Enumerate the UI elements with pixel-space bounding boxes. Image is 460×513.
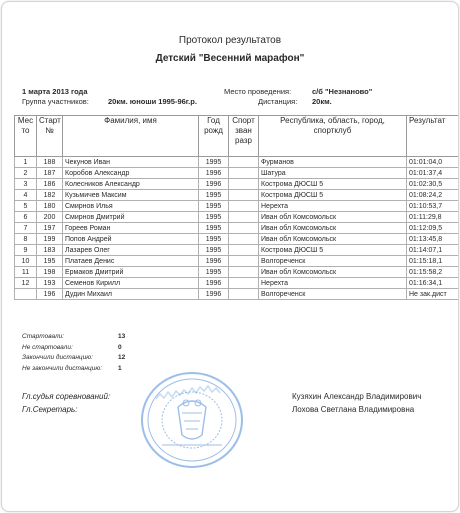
stat-not-started: [22, 343, 122, 355]
cell-place: 6: [15, 212, 37, 223]
stat-label: Не закончили дистанцию:: [22, 364, 103, 372]
cell-name: Семенов Кирилл: [63, 278, 199, 289]
stat-label: Закончили дистанцию:: [22, 354, 93, 361]
cell-result: 01:13:45,8: [407, 234, 460, 245]
cell-rank: [229, 267, 259, 278]
cell-start-number: 196: [37, 289, 63, 300]
stat-value: 12: [118, 354, 126, 361]
cell-rank: [229, 223, 259, 234]
cell-start-number: 180: [37, 201, 63, 212]
chief-judge-name: Кузяхин Александр Владимирович: [292, 392, 422, 401]
col-place: Мес то: [15, 116, 37, 157]
col-birth-year: Год рожд: [199, 116, 229, 157]
cell-name: Гореев Роман: [63, 223, 199, 234]
stats-block: [22, 333, 126, 375]
cell-start-number: 182: [37, 190, 63, 201]
cell-birth-year: 1996: [199, 278, 229, 289]
stat-value: 0: [118, 343, 122, 351]
cell-name: Дудин Михаил: [63, 289, 199, 300]
venue-value: с/б "Незнаново": [312, 87, 373, 96]
table-row: [15, 201, 460, 212]
cell-place: 4: [15, 190, 37, 201]
table-row: [15, 157, 460, 168]
stat-label: Стартовали:: [22, 333, 65, 340]
cell-place: 1: [15, 157, 37, 168]
cell-birth-year: 1996: [199, 289, 229, 300]
cell-name: Кузьмичев Максим: [63, 190, 199, 201]
cell-name: Ермаков Дмитрий: [63, 267, 199, 278]
results-protocol: [2, 2, 458, 511]
venue-label: Место проведения:: [224, 87, 292, 96]
cell-name: Коробов Александр: [63, 168, 199, 179]
cell-region: Иван обл Комсомольск: [259, 267, 407, 278]
cell-place: [15, 289, 37, 300]
cell-birth-year: 1996: [199, 179, 229, 190]
stat-label: Не стартовали:: [22, 343, 73, 351]
cell-name: Смирнов Дмитрий: [63, 212, 199, 223]
table-row: [15, 190, 460, 201]
chief-secretary-name: Лохова Светлана Владимировна: [292, 405, 415, 414]
cell-result: 01:02:30,5: [407, 179, 460, 190]
table-row: [15, 278, 460, 289]
cell-region: Кострома ДЮСШ 5: [259, 179, 407, 190]
cell-result: 01:12:09,5: [407, 223, 460, 234]
cell-place: 7: [15, 223, 37, 234]
cell-rank: [229, 157, 259, 168]
cell-birth-year: 1995: [199, 190, 229, 201]
col-region: Республика, область, город, спортклуб: [259, 116, 407, 157]
col-rank: Спорт зван разр: [229, 116, 259, 157]
cell-birth-year: 1995: [199, 267, 229, 278]
table-header-row: [15, 116, 460, 157]
cell-region: Шатура: [259, 168, 407, 179]
cell-region: Волгореченск: [259, 289, 407, 300]
cell-rank: [229, 245, 259, 256]
cell-name: Колесников Александр: [63, 179, 199, 190]
cell-place: 3: [15, 179, 37, 190]
cell-place: 12: [15, 278, 37, 289]
cell-rank: [229, 234, 259, 245]
table-row: [15, 267, 460, 278]
col-name: Фамилия, имя: [63, 116, 199, 157]
cell-start-number: 199: [37, 234, 63, 245]
cell-rank: [229, 289, 259, 300]
cell-region: Иван обл Комсомольск: [259, 234, 407, 245]
cell-region: Нерехта: [259, 201, 407, 212]
cell-region: Иван обл Комсомольск: [259, 212, 407, 223]
cell-start-number: 197: [37, 223, 63, 234]
group-value: 20км. юноши 1995-96г.р.: [108, 97, 197, 106]
group-label: Группа участников:: [22, 97, 89, 106]
cell-start-number: 195: [37, 256, 63, 267]
cell-region: Кострома ДЮСШ 5: [259, 190, 407, 201]
cell-result: 01:10:53,7: [407, 201, 460, 212]
cell-rank: [229, 201, 259, 212]
cell-place: 9: [15, 245, 37, 256]
col-start-number: Старт №: [37, 116, 63, 157]
cell-birth-year: 1995: [199, 212, 229, 223]
cell-start-number: 198: [37, 267, 63, 278]
cell-birth-year: 1996: [199, 256, 229, 267]
cell-birth-year: 1995: [199, 223, 229, 234]
cell-result: 01:15:18,1: [407, 256, 460, 267]
cell-start-number: 186: [37, 179, 63, 190]
cell-region: Фурманов: [259, 157, 407, 168]
cell-region: Кострома ДЮСШ 5: [259, 245, 407, 256]
cell-rank: [229, 256, 259, 267]
cell-start-number: 188: [37, 157, 63, 168]
chief-judge-label: Гл.судья соревнований:: [22, 392, 111, 401]
cell-birth-year: 1996: [199, 168, 229, 179]
cell-rank: [229, 179, 259, 190]
cell-result: 01:08:24,2: [407, 190, 460, 201]
event-date: 1 марта 2013 года: [22, 87, 88, 96]
cell-start-number: 187: [37, 168, 63, 179]
cell-name: Попов Андрей: [63, 234, 199, 245]
cell-start-number: 193: [37, 278, 63, 289]
document-title: Протокол результатов: [178, 35, 282, 46]
cell-result: 01:01:04,0: [407, 157, 460, 168]
cell-result: 01:11:29,8: [407, 212, 460, 223]
cell-result: Не зак.дист: [407, 289, 460, 300]
cell-birth-year: 1995: [199, 245, 229, 256]
official-stamp-icon: [138, 369, 246, 471]
table-row: [15, 256, 460, 267]
cell-birth-year: 1995: [199, 157, 229, 168]
cell-birth-year: 1995: [199, 234, 229, 245]
cell-start-number: 200: [37, 212, 63, 223]
stat-value: 1: [118, 364, 122, 372]
stat-value: 13: [118, 333, 126, 340]
stat-finished: [22, 354, 126, 365]
event-title: Детский "Весенний марафон": [155, 53, 305, 64]
cell-rank: [229, 278, 259, 289]
cell-result: 01:16:34,1: [407, 278, 460, 289]
cell-result: 01:01:37,4: [407, 168, 460, 179]
distance-value: 20км.: [312, 97, 332, 106]
col-result: Результат: [407, 116, 460, 157]
cell-place: 5: [15, 201, 37, 212]
cell-name: Чекунов Иван: [63, 157, 199, 168]
cell-region: Нерехта: [259, 278, 407, 289]
document-frame: [1, 1, 459, 512]
cell-result: 01:15:58,2: [407, 267, 460, 278]
table-row: [15, 289, 460, 300]
cell-region: Иван обл Комсомольск: [259, 223, 407, 234]
cell-place: 2: [15, 168, 37, 179]
table-row: [15, 168, 460, 179]
stat-started: [22, 333, 126, 344]
cell-rank: [229, 168, 259, 179]
distance-label: Дистанция:: [258, 97, 298, 106]
table-row: [15, 223, 460, 234]
stat-not-finished: [22, 364, 122, 376]
table-row: [15, 179, 460, 190]
cell-rank: [229, 190, 259, 201]
cell-region: Волгореченск: [259, 256, 407, 267]
cell-start-number: 183: [37, 245, 63, 256]
cell-place: 10: [15, 256, 37, 267]
cell-name: Смирнов Илья: [63, 201, 199, 212]
cell-birth-year: 1995: [199, 201, 229, 212]
chief-secretary-label: Гл.Секретарь:: [22, 405, 78, 414]
results-table: [14, 115, 459, 300]
table-row: [15, 245, 460, 256]
cell-result: 01:14:07,1: [407, 245, 460, 256]
cell-name: Лазарев Олег: [63, 245, 199, 256]
table-row: [15, 234, 460, 245]
cell-rank: [229, 212, 259, 223]
table-row: [15, 212, 460, 223]
cell-name: Платаев Денис: [63, 256, 199, 267]
cell-place: 11: [15, 267, 37, 278]
cell-place: 8: [15, 234, 37, 245]
